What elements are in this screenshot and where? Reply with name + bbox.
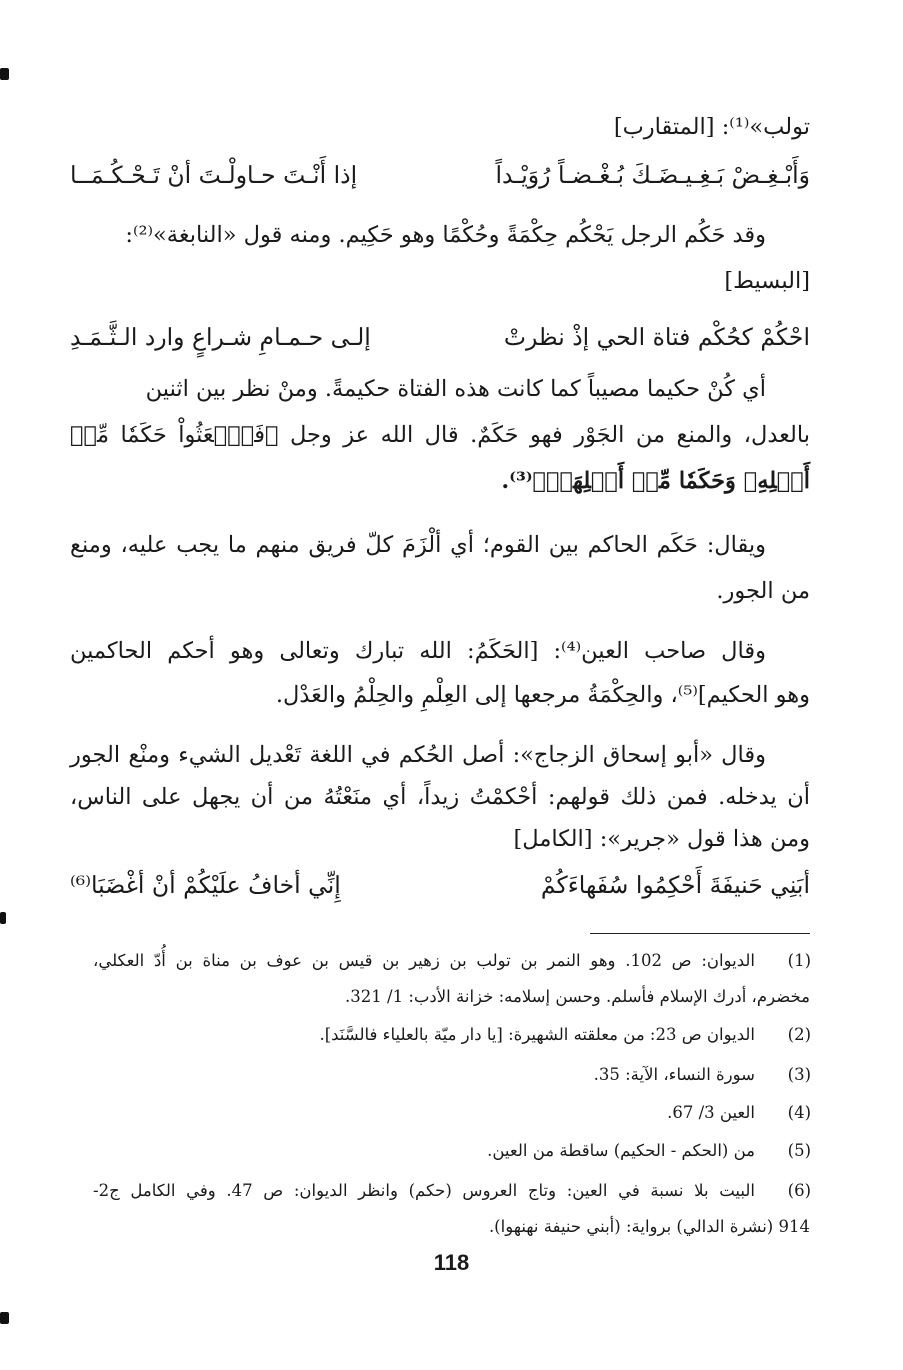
text-line: تولب»⁽¹⁾: [المتقارب] [613,114,810,140]
verse-hemistich: وَأَبْـغِـضْ بَـغِـيـضَـكَ بُـغْـضـاً رُوَيْـداً [495,161,810,189]
footnote-number: (4) [787,1103,811,1122]
footnote-line: الديوان ص 23: من معلقته الشهيرة: [يا دار ميّة بالعلياء فالسَّنَد]. [319,1025,755,1044]
footnote-line: البيت بلا نسبة في العين: وتاج العروس (حكم) وانظر الديوان: ص 47. وفي الكامل ج2- [93,1181,756,1200]
text-line: بالعدل، والمنع من الجَوْر فهو حَكَمٌ. قال الله عز وجل ﴿فَٱبۡعَثُواْ حَكَمٗا مِّنۡ [70,422,810,448]
text-line: ويقال: حَكَم الحاكم بين القوم؛ أي ألْزَمَ كلّ فريق منهم ما يجب عليه، ومنع [70,532,766,558]
footnote-number: (5) [787,1141,811,1160]
footnote-line: من (الحكم - الحكيم) ساقطة من العين. [487,1141,755,1160]
text-line: أي كُنْ حكيما مصيباً كما كانت هذه الفتاة حكيمةً. ومنْ نظر بين اثنين [145,376,766,402]
footnote-line: العين 3/ 67. [667,1103,755,1122]
footnote-number: (6) [787,1181,811,1200]
footnote-number: (3) [787,1065,811,1084]
verse-hemistich: إلـى حـمـامِ شـراعٍ وارد الـثَّـمَـدِ [70,323,371,351]
verse-hemistich: إِنِّي أخافُ علَيْكُمْ أنْ أغْضَبَا⁽⁶⁾ [70,871,341,899]
footnote-line: الديوان: ص 102. وهو النمر بن تولب بن زهير بن قيس بن عوف بن مناة بن أُدّ العكلي، [93,951,755,970]
scan-edge-mark [0,912,6,924]
footnote-line: سورة النساء، الآية: 35. [593,1065,755,1084]
text-line: وقد حَكُم الرجل يَحْكُم حِكْمَةً وحُكْمًا وهو حَكِيم. ومنه قول «النابغة»⁽²⁾: [125,222,766,248]
footnote-number: (2) [787,1025,811,1044]
footnote-line: 914 (نشرة الدالي) برواية: (أبني حنيفة نهنهوا). [488,1217,810,1236]
text-line: من الجور. [716,578,810,604]
footnote-line: مخضرم، أدرك الإسلام فأسلم. وحسن إسلامه: خزانة الأدب: 1/ 321. [345,987,810,1006]
verse-hemistich: احْكُمْ كحُكْم فتاة الحي إذْ نظرتْ [503,323,810,351]
footnote-separator [590,933,810,934]
text-line: أَهۡلِهِۦ وَحَكَمٗا مِّنۡ أَهۡلِهَآۚ﴾⁽³⁾. [501,468,810,494]
scan-edge-mark [0,68,9,80]
footnote-number: (1) [787,951,811,970]
text-line: [البسيط] [724,268,810,294]
scan-edge-mark [0,1312,9,1324]
page-number: 118 [433,1250,470,1275]
text-line: وقال «أبو إسحاق الزجاج»: أصل الحُكم في اللغة تَعْديل الشيء ومنْع الجور [70,742,766,768]
text-line: ومن هذا قول «جرير»: [الكامل] [513,826,810,852]
verse-hemistich: أبَنِي حَنيفَةَ أَحْكِمُوا سُفَهاءَكُمْ [540,871,810,899]
verse-hemistich: إذا أَنْـتَ حـاولْـتَ أنْ تَـحْـكُـمَــا [70,161,358,189]
text-line: وهو الحكيم]⁽⁵⁾، والحِكْمَةُ مرجعها إلى العِلْمِ والحِلْمُ والعَدْل. [275,682,810,708]
text-line: أن يدخله. فمن ذلك قولهم: أحْكمْتُ زيداً، أي منَعْتُهُ من أن يجهل على الناس، [70,784,810,810]
text-line: وقال صاحب العين⁽⁴⁾: [الحَكَمُ: الله تبارك وتعالى وهو أحكم الحاكمين [70,638,767,664]
